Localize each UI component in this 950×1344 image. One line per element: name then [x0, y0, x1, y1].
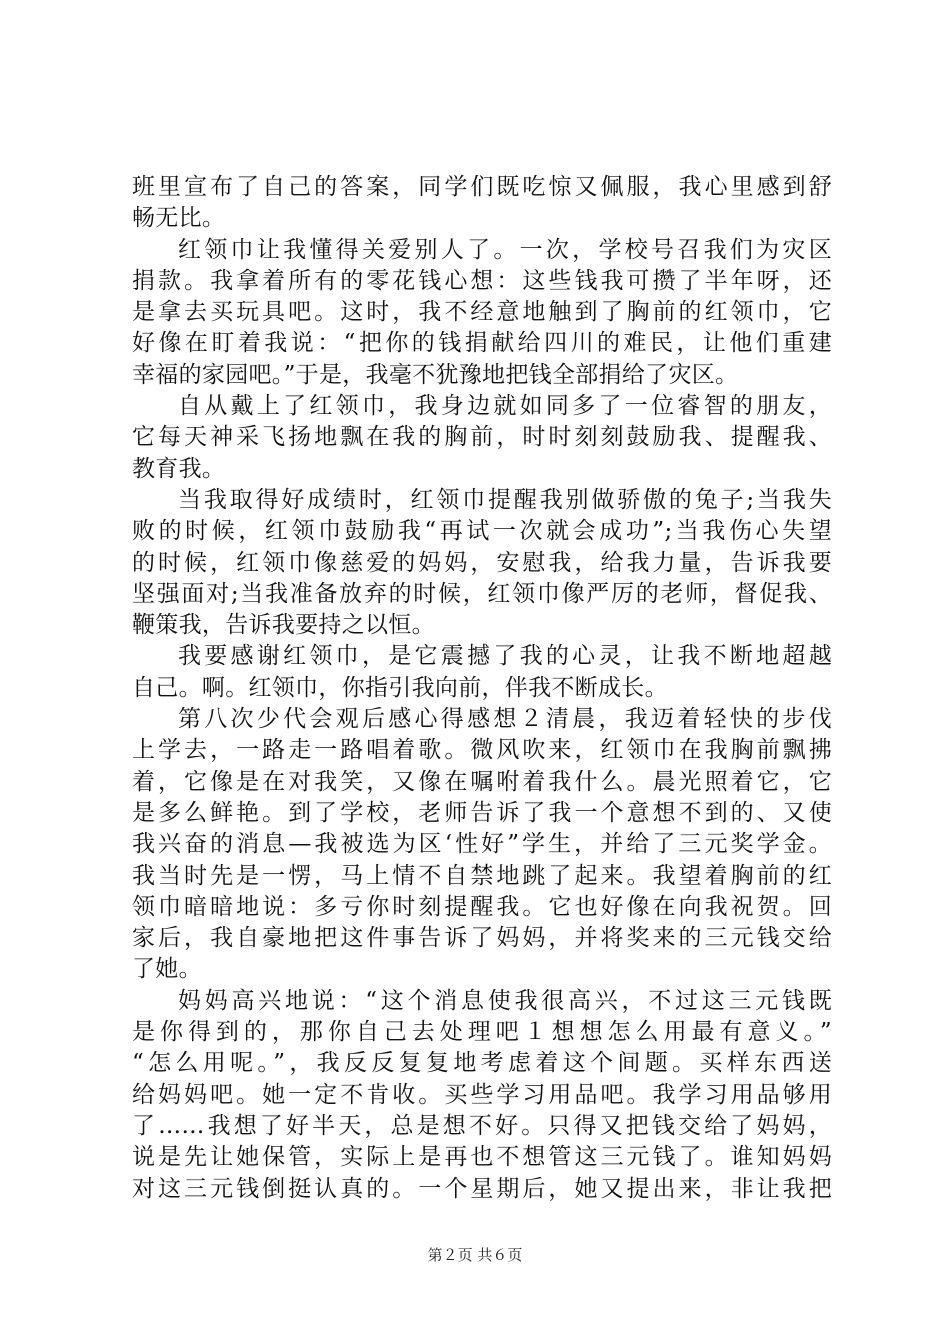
- text-line: 教育我。: [132, 455, 226, 482]
- text-line: 幸福的家园吧。”于是，我毫不犹豫地把钱全部捐给了灾区。: [132, 361, 739, 388]
- text-line: 畅无比。: [132, 205, 226, 232]
- text-line: 我要感谢红领巾，是它震撼了我的心灵，让我不断地超越: [178, 643, 832, 670]
- text-line: 好像在盯着我说：“把你的钱捐献给四川的难民，让他们重建: [132, 330, 832, 357]
- text-line: 对这三元钱倒挺认真的。一个星期后，她又提出来，非让我把: [132, 1175, 832, 1202]
- text-line: “怎么用呢。”，我反反复复地考虑着这个间题。买样东西送: [132, 1050, 832, 1077]
- text-line: 鞭策我，告诉我要持之以恒。: [132, 612, 435, 639]
- text-line: 了……我想了好半天，总是想不好。只得又把钱交给了妈妈，: [132, 1112, 832, 1139]
- text-line: 败的时候，红领巾鼓励我“再试一次就会成功”;当我伤心失望: [132, 518, 832, 545]
- page-number-footer: 第２页 共６页: [427, 1246, 523, 1264]
- text-line: 是你得到的，那你自己去处理吧１想想怎么用最有意义。”: [132, 1019, 832, 1046]
- text-line: 是多么鲜艳。到了学校，老师告诉了我一个意想不到的、又使: [132, 799, 832, 826]
- text-line: 给妈妈吧。她一定不肯收。买些学习用品吧。我学习用品够用: [132, 1081, 832, 1108]
- text-line: 第八次少代会观后感心得感想２清晨，我迈着轻快的步伐: [178, 706, 832, 733]
- text-line: 领巾暗暗地说：多亏你时刻提醒我。它也好像在向我祝贺。回: [132, 893, 832, 920]
- text-line: 了她。: [132, 956, 202, 983]
- text-line: 自己。啊。红领巾，你指引我向前，伴我不断成长。: [132, 674, 668, 701]
- text-line: 自从戴上了红领巾，我身边就如同多了一位睿智的朋友，: [178, 393, 832, 420]
- text-line: 捐款。我拿着所有的零花钱心想：这些钱我可攒了半年呀，还: [132, 267, 832, 294]
- text-line: 坚强面对;当我准备放弃的时候，红领巾像严厉的老师，督促我、: [132, 580, 832, 607]
- text-line: 红领巾让我懂得关爱别人了。一次，学校号召我们为灾区: [178, 236, 832, 263]
- text-line: 家后，我自豪地把这件事告诉了妈妈，并将奖来的三元钱交给: [132, 925, 832, 952]
- text-line: 的时候，红领巾像慈爱的妈妈，安慰我，给我力量，告诉我要: [132, 549, 832, 576]
- text-line: 它每天神采飞扬地飘在我的胸前，时时刻刻鼓励我、提醒我、: [132, 424, 832, 451]
- document-body: [132, 172, 832, 1205]
- text-line: 我兴奋的消息—我被选为区‘性好”学生，并给了三元奖学金。: [132, 831, 832, 858]
- text-line: 上学去，一路走一路唱着歌。微风吹来，红领巾在我胸前飘拂: [132, 737, 832, 764]
- text-line: 妈妈高兴地说：“这个消息使我很高兴，不过这三元钱既: [178, 987, 832, 1014]
- text-line: 班里宣布了自己的答案，同学们既吃惊又佩服，我心里感到舒: [132, 174, 832, 200]
- text-line: 我当时先是一愣，马上情不自禁地跳了起来。我望着胸前的红: [132, 862, 832, 889]
- text-line: 说是先让她保管，实际上是再也不想管这三元钱了。谁知妈妈: [132, 1144, 832, 1171]
- text-line: 当我取得好成绩时，红领巾提醒我别做骄傲的兔子;当我失: [178, 486, 832, 513]
- text-line: 是拿去买玩具吧。这时，我不经意地触到了胸前的红领巾，它: [132, 299, 832, 326]
- text-line: 着，它像是在对我笑，又像在嘱咐着我什么。晨光照着它，它: [132, 768, 832, 795]
